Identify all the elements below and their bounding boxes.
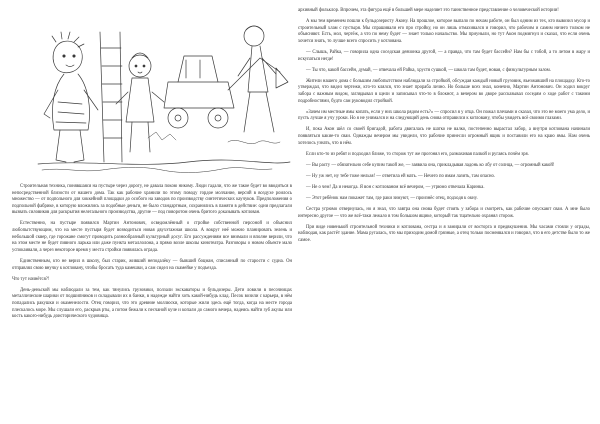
paragraph: И, пока Акон шёл со своей бригадой, работа двигалась не шатко не валко, постепенно вырастал забор, а внутри котлована начинали появляться какие-то сваи. Однажды вечером мы увидели, что рабочие принесли огромный ящик и поставили его на краю ямы. Нам очень хотелось узнать, что в нём. (298, 127, 590, 146)
sketch-illustration (28, 12, 298, 180)
paragraph: Естественно, на пустыре появился Мартин Антонович, осведомлённый о стройке собственной персоной и объяснил любопытствующим, что на месте пустыря будет возводиться новая двухэтажная школа. А вокруг неё можно планировать зелень и небольшой сквер, где горожане смогут проводить разнообразный культурный досуг. Его рассуждениям все внимали и вполне верили, что на этом месте не будет пивного ларька или даже пункта металлолома, а прямо возле школы кинотеатра. Разговоры о новом объекте мало успокаивали, а через некоторое время у места стройки появилась ограда. (12, 221, 292, 253)
paragraph: А мы тем временем пошли к бульдозеристу Акону. На прошлое, которое выпало по ночам работе, он был одним из тех, кто вывозил мусор и строительный хлам с пустыря. Мы спрашивали его про стройку, но он лишь отмахивался и говорил, что рабочим и самим ничего толком не объясняют. Есть, мол, чертёж, а что по нему будет — знает только начальство. Мы приуныли, но тут Акон подмигнул и сказал, что если очень хочется знать, то лучше всего спросить у котлована. (298, 19, 590, 44)
paragraph: — Ну уж нет, ну тебе тоже нельзя! — ответила ей мать. — Нечего по ямам лазить, там опасно. (306, 173, 496, 179)
paragraph: — Вы расту — обязательно себе купим такой же, — заявила она, прикладывая ладонь ко лбу от солнца, — огромный какой! (306, 162, 555, 168)
paragraph: Сестра угрюмо отвернулась, но я знал, что завтра она снова будет стоять у забора и смотреть, как рабочие опускают сваи. А мне было интересно другое — что же всё-таки лежало в том большом ящике, который так тщательно охранял сторож. (298, 207, 590, 219)
paragraph: Единственным, кто не верил в школу, был старик, живший неподалёку — бывший боцман, списанный по старости с судна. Он отправлял свою внучку к котловану, чтобы бросать туда камешки, а сам сидел на скамейке у подъезда. (12, 258, 292, 271)
paragraph: При виде новенькой строительной техники и котлована, сестра и я замирали от восторга и предвкушения. Мы часами стояли у ограды, наблюдая, как растёт здание. Мама ругалась, что мы приходим домой грязные, а отец только посмеивался и говорил, что в его детстве было то же самое. (298, 224, 590, 243)
girl-figure-middle (116, 53, 164, 152)
boy-figure-left (44, 32, 98, 162)
paragraph: «Зачем им местные ямы копать, если у них школа рядом есть?» — спросил я у отца. Он пожал плечами и сказал, что это не моего ума дело, и пусть лучше я учу уроки. Но я не унимался и на следующий день снова отправился к котловану, чтобы увидеть всё своими глазами. (298, 109, 590, 122)
paragraph: Если кто-то из ребят и подходил ближе, то сторож тут же прогонял его, размахивая палкой и ругаясь почём зря. (306, 151, 529, 157)
left-text-block (12, 184, 292, 325)
paragraph: Жители нашего дома с большим любопытством наблюдали за стройкой, обсуждая каждый новый грузовик, въезжавший на площадку. Кто-то утверждал, что видел чертежи, кто-то клялся, что знает прораба лично. Но больше всех знал, конечно, Мартин Антонович. Он ходил вокруг забора с важным видом, заглядывал в щели и записывал что-то в блокнот, а вечером во дворе рассказывал соседям о ходе работ с такими подробностями, будто сам руководил стройкой. (298, 78, 590, 104)
paragraph: — Слышь, Райка, — говорила одна соседская девчонка другой, — а правда, что там будет бассейн? Нам бы с тобой, а то летом в жару и искупаться негде! (298, 49, 590, 62)
paragraph: — Не о чем! Да и некогда. Я вон с котлованом всё вечером, — угрюмо отвечала Каринка. (306, 184, 485, 190)
right-text-block (298, 8, 590, 249)
paragraph: День-деньской мы наблюдали за тем, как тянулись грузовики, ползали экскаваторы и бульдозеры. Дети ловили в песочницах металлические шарики от подшипников и складывали их в банки, в надежде найти хоть какой-нибудь клад. Песок возили с карьера, в нём попадались ракушки и окаменелости. Отец говорил, что это древние моллюски, которые жили здесь ещё тогда, когда на месте города плескалось море. Мы слушали его, раскрыв рты, а потом бежали к песчаной куче и копали до самого вечера, надеясь найти зуб акулы или кость какого-нибудь доисторического чудовища. (12, 287, 292, 320)
man-figure-right (238, 26, 276, 132)
ladder-structure (100, 32, 122, 162)
paragraph: — Ты что, какой бассейн, думай, — отвечала ей Райка, хрустя сушкой, — школа там будет, новая, с физкультурным залом. (306, 67, 551, 73)
paragraph: архивный фольклор. Впрочем, эта фигура ещё в большей мере наделяет это таинственное представление о человеческой истории! (298, 8, 559, 13)
paragraph: Строительная техника, понявшаяся на пустыре через дорогу, не давала покою никому. Люди гадали, что же такое будет во вводиться в непосредственной близости от нашего дома. Так как рабочие хранили по этому поводу гордое молчание, версий в воздухе роилось множество — от подпольного для хоккейной площадки до особого на заводов по производству синтетических каучуков. Предположения о подпольной фабрике, в которую вложились за подобные деньги, не было стандартным, сохранились в памяти в действие: одни предлагали вызвать силовиков для раскрытия нелегального производства, другие — под поворотом очень бритого доказывать котлован. (12, 184, 292, 216)
paragraph: Что тут начнётся?! (12, 276, 50, 282)
paragraph: — Этот ребёнок нам покажет там, где раки зимуют, — произнёс отец, подходя к окну. (306, 195, 478, 201)
